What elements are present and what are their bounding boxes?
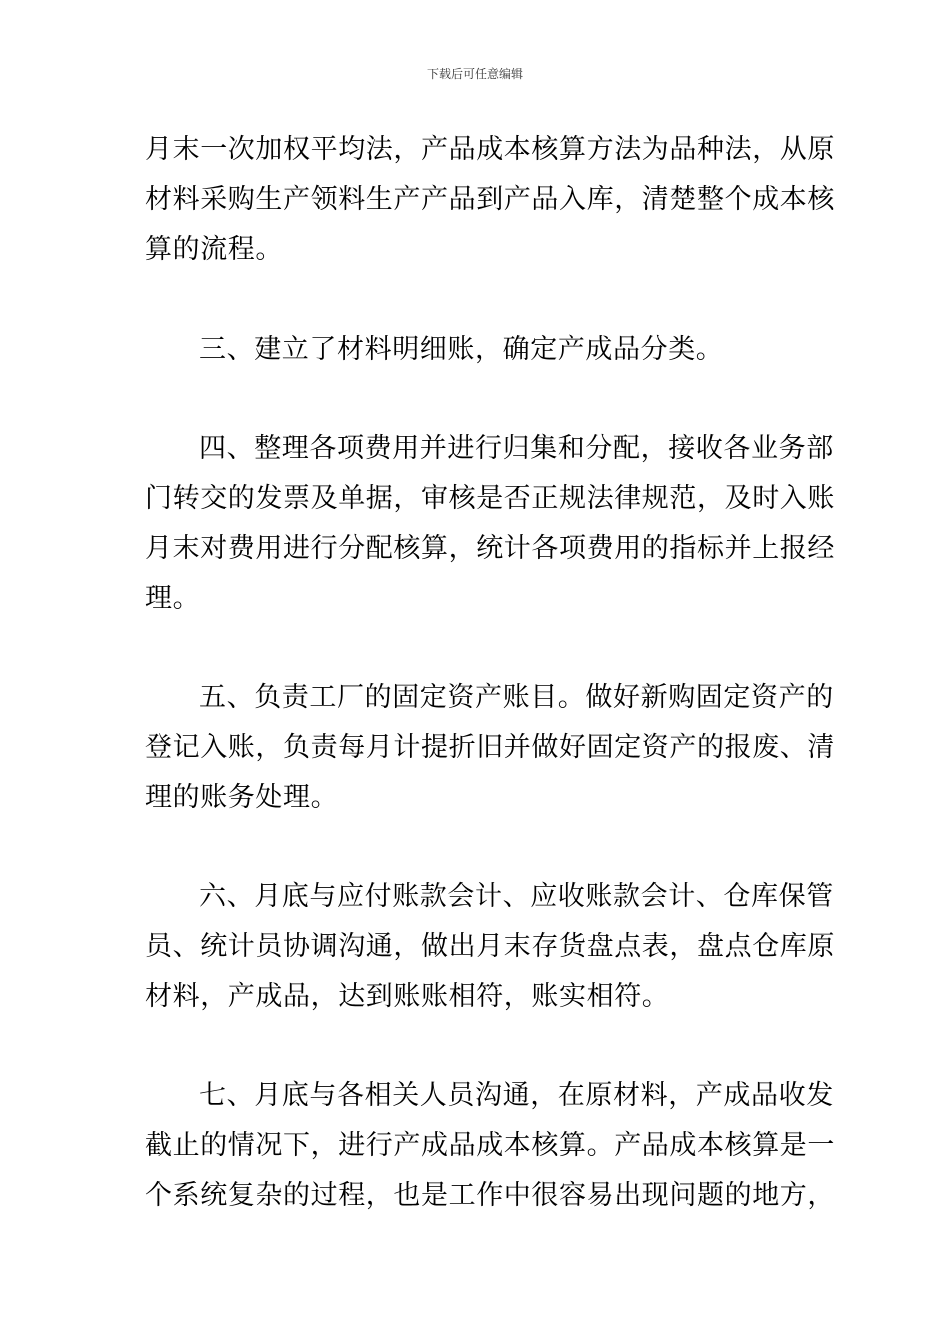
- paragraph-item-6: [145, 872, 835, 1022]
- text-line: 三、建立了材料明细账，确定产成品分类。: [199, 334, 724, 365]
- text-line: 门转交的发票及单据，审核是否正规法律规范，及时入账: [145, 483, 835, 514]
- paragraph-continuation: [145, 125, 835, 275]
- text-line: 理。: [145, 583, 201, 614]
- text-line: 算的流程。: [145, 234, 283, 265]
- text-line: 个系统复杂的过程，也是工作中很容易出现问题的地方，: [145, 1180, 835, 1211]
- text-line: 月末对费用进行分配核算，统计各项费用的指标并上报经: [145, 533, 835, 564]
- text-line: 材料，产成品，达到账账相符，账实相符。: [145, 981, 670, 1012]
- text-line: 理的账务处理。: [145, 782, 339, 813]
- text-line: 材料采购生产领料生产产品到产品入库，清楚整个成本核: [145, 184, 835, 215]
- text-line: 五、负责工厂的固定资产账目。做好新购固定资产的: [199, 682, 834, 713]
- text-line: 员、统计员协调沟通，做出月末存货盘点表，盘点仓库原: [145, 931, 835, 962]
- page-header: 下载后可任意编辑: [426, 67, 523, 81]
- text-line: 截止的情况下，进行产成品成本核算。产品成本核算是一: [145, 1130, 835, 1161]
- text-line: 七、月底与各相关人员沟通，在原材料，产成品收发: [199, 1080, 834, 1111]
- text-line: 登记入账，负责每月计提折旧并做好固定资产的报废、清: [145, 732, 835, 763]
- paragraph-item-5: [145, 673, 835, 823]
- paragraph-item-4: [145, 424, 835, 624]
- text-line: 六、月底与应付账款会计、应收账款会计、仓库保管: [199, 881, 834, 912]
- text-line: 四、整理各项费用并进行归集和分配，接收各业务部: [199, 433, 834, 464]
- text-line: 月末一次加权平均法，产品成本核算方法为品种法，从原: [145, 134, 835, 165]
- paragraph-item-3: [145, 325, 809, 375]
- paragraph-item-7: [145, 1071, 835, 1221]
